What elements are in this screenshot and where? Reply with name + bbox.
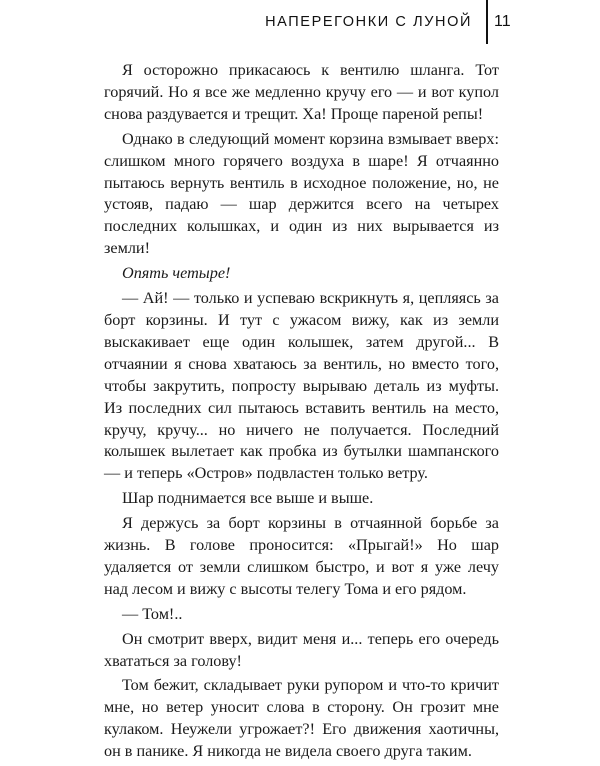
paragraph: Я осторожно прикасаюсь к вентилю шланга. Тот горячий. Но я все же медленно кручу его — и вот купол снова раздувается и трещит. Ха! Проще пареной репы! (104, 61, 499, 123)
running-title: НАПЕРЕГОНКИ С ЛУНОЙ (265, 14, 472, 30)
paragraph: Однако в следующий момент корзина взмывает вверх: слишком много горячего воздуха в шаре! Я отчаянно пытаюсь вернуть вентиль в исходное положение, но, не устояв, падаю — шар держится всего на четырех последних колышках, и один из них вырывается из земли! (104, 129, 499, 258)
body-text (104, 60, 499, 766)
paragraph: — Том!.. (122, 604, 183, 623)
header-divider (486, 0, 488, 44)
paragraph: Шар поднимается все выше и выше. (122, 489, 374, 508)
paragraph: Он смотрит вверх, видит меня и... теперь его очередь хвататься за голову! (104, 629, 499, 670)
paragraph: Я держусь за борт корзины в отчаянной борьбе за жизнь. В голове проносится: «Прыгай!» Но шар удаляется от земли слишком быстро, и вот я уже лечу над лесом и вижу с высоты телегу Тома и его рядом. (104, 514, 499, 598)
paragraph: — Ай! — только и успеваю вскрикнуть я, цепляясь за борт корзины. И тут с ужасом вижу, как из земли выскакивает еще один колышек, затем другой... В отчаянии я снова хватаюсь за вентиль, но вместо того, чтобы закрутить, попросту вырываю деталь из муфты. Из последних сил пытаюсь вставить вентиль на место, кручу, кручу... но ничего не получается. Последний колышек вылетает как пробка из бутылки шампанского — и теперь «Остров» подвластен только ветру. (104, 289, 499, 483)
page-header (0, 0, 600, 50)
italic-paragraph: Опять четыре! (122, 264, 231, 283)
paragraph: Том бежит, складывает руки рупором и что-то кричит мне, но ветер уносит слова в сторону. Он грозит мне кулаком. Неужели угрожает?! Его движения хаотичны, он в панике. Я никогда не видела своего друга таким. (104, 676, 499, 761)
page-number: 11 (494, 13, 511, 30)
